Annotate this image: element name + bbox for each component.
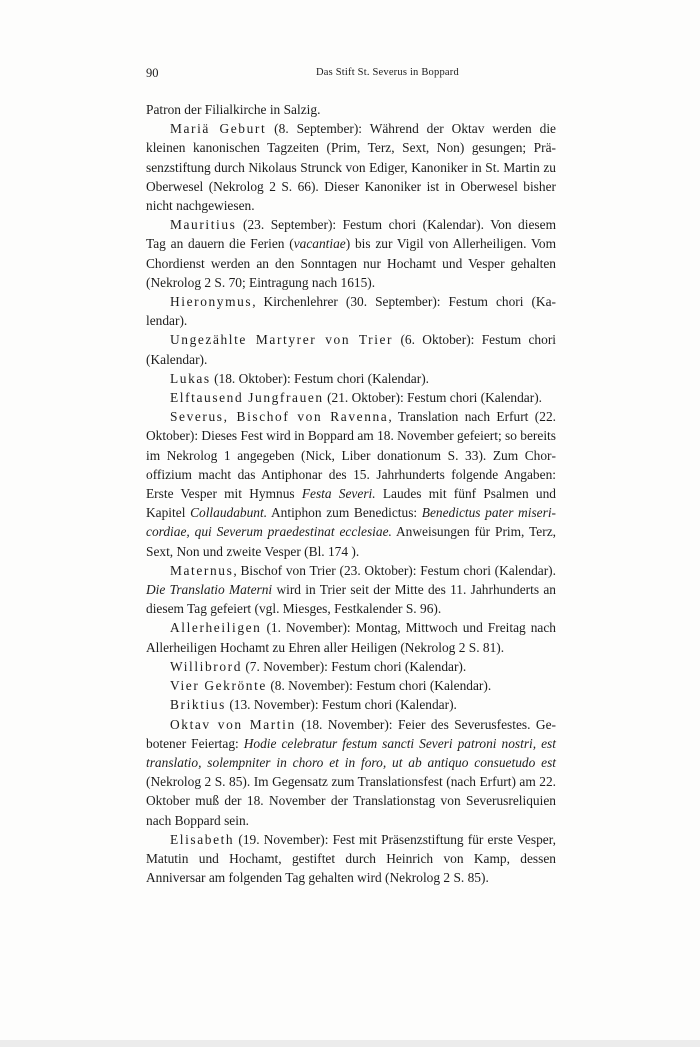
feast-text: (19. November): Fest mit Präsenzstiftung für erste Vesper, Matutin und Hochamt, gestiftet durch Heinrich von Kamp, dessen Anniversar am folgenden Tag gehalten wird (Nekrolog 2 S. 85). xyxy=(146,831,556,886)
feast-name: Lukas xyxy=(170,370,211,386)
feast-entry xyxy=(146,215,556,292)
feast-text: (1. November): Montag, Mittwoch und Freitag nach Allerheiligen Hochamt zu Ehren aller Heiligen (Nekrolog 2 S. 81). xyxy=(146,620,556,655)
feast-text: (18. November): Feier des Severusfestes. Gebotener Feiertag: xyxy=(146,716,556,751)
feast-text: (13. November): Festum chori (Kalendar). xyxy=(225,697,457,713)
feast-text: , Kirchenlehrer (30. September): Festum chori (Kalendar). xyxy=(146,294,556,329)
feast-text: (8. November): Festum chori (Kalendar). xyxy=(266,678,492,694)
feast-name: Oktav von Martin xyxy=(170,716,296,732)
feast-entry xyxy=(146,119,556,215)
feast-name: Elisabeth xyxy=(170,831,235,847)
latin-term: vacantiae xyxy=(293,236,346,252)
feast-name: Mariä Geburt xyxy=(170,121,267,137)
feast-text: ) bis zur Vigil von Allerheiligen. Vom Chordienst werden an den Sonntagen nur Hochamt und Vesper gehalten (Nekrolog 2 S. 70; Eintragung nach 1615). xyxy=(146,236,557,290)
feast-text: (Nekrolog 2 S. 85). Im Gegensatz zum Translationsfest (nach Erfurt) am 22. Oktober muß der 18. November der Translationstag von Severusreliquien nach Boppard sein. xyxy=(146,774,556,828)
running-title: Das Stift St. Severus in Boppard xyxy=(316,67,459,78)
page-bottom-edge xyxy=(0,1040,700,1047)
feast-name: Maternus xyxy=(170,562,234,578)
paragraph xyxy=(146,100,556,119)
feast-text: , Translation nach Erfurt (22. Oktober): Dieses Fest wird in Boppard am 18. November gefeiert; so bereits im Nekrolog 1 angegeben (Nick, Liber donationum S. 33). Zum Choroffizium macht das Antiphonar des 15. Jahrhunderts folgende Angaben: Erste Vesper mit Hymnus xyxy=(146,409,556,502)
feast-text: (7. November): Festum chori (Kalendar). xyxy=(242,658,467,674)
feast-entry xyxy=(146,830,556,888)
feast-name: Hieronymus xyxy=(170,294,253,310)
latin-quote: Benedictus pater misericordiae, qui Severum praedestinat ecclesiae. xyxy=(146,505,557,540)
feast-entry xyxy=(146,676,556,695)
feast-entry xyxy=(146,618,556,656)
feast-text: (23. September): Festum chori (Kalendar). Von diesem Tag an dauern die Ferien ( xyxy=(146,217,556,252)
feast-name: Mauritius xyxy=(170,217,237,233)
feast-name: Briktius xyxy=(170,697,226,713)
feast-name: Willibrord xyxy=(170,658,242,674)
feast-name: Vier Gekrönte xyxy=(170,678,267,694)
latin-quote: Hodie celebratur festum sancti Severi patroni nostri, est translatio, solempniter in choro et in foro, ut ab antiquo consuetudo est xyxy=(146,735,556,770)
feast-entry xyxy=(146,715,556,830)
feast-text: (18. Oktober): Festum chori (Kalendar). xyxy=(210,370,430,386)
feast-entry xyxy=(146,388,556,407)
latin-term: Die Translatio Materni xyxy=(146,582,273,598)
feast-entry xyxy=(146,369,556,388)
feast-text: , Bischof von Trier (23. Oktober): Festum chori (Kalendar). xyxy=(233,562,556,578)
feast-name: Elftausend Jungfrauen xyxy=(170,390,324,406)
feast-entry xyxy=(146,292,556,330)
feast-text: wird in Trier seit der Mitte des 11. Jahrhunderts an diesem Tag gefeiert (vgl. Miesges, Festkalender S. 96). xyxy=(146,582,557,617)
feast-text: (21. Oktober): Festum chori (Kalendar). xyxy=(323,390,542,406)
latin-term: Festa Severi. xyxy=(301,486,376,502)
feast-entry xyxy=(146,657,556,676)
feast-name: Severus, Bischof von Ravenna xyxy=(170,409,389,425)
latin-term: Collaudabunt. xyxy=(190,505,268,521)
feast-entry xyxy=(146,330,556,368)
feast-entry xyxy=(146,407,556,561)
feast-text: Laudes mit fünf Psalmen und Kapitel xyxy=(146,486,556,521)
feast-text: Anweisungen für Prim, Terz, Sext, Non und zweite Vesper (Bl. 174 ). xyxy=(146,524,556,559)
body-text xyxy=(146,100,556,887)
feast-name: Ungezählte Martyrer von Trier xyxy=(170,332,394,348)
feast-text: Antiphon zum Benedictus: xyxy=(267,505,422,521)
feast-text: (8. September): Während der Oktav werden die kleinen kanonischen Tagzeiten (Prim, Terz, Sext, Non) gesungen; Präsenzstiftung durch Nikolaus Strunck von Ediger, Kanoniker in St. Martin zu Oberwesel (Nekrolog 2 S. 66). Dieser Kanoniker ist in Oberwesel bisher nicht nachgewiesen. xyxy=(146,121,556,214)
page-header xyxy=(146,66,556,86)
feast-name: Allerheiligen xyxy=(170,620,262,636)
feast-entry xyxy=(146,695,556,714)
page-number: 90 xyxy=(146,66,159,80)
paragraph-text: Patron der Filialkirche in Salzig. xyxy=(146,102,321,117)
feast-text: (6. Oktober): Festum chori (Kalendar). xyxy=(146,332,556,367)
feast-entry xyxy=(146,561,556,619)
